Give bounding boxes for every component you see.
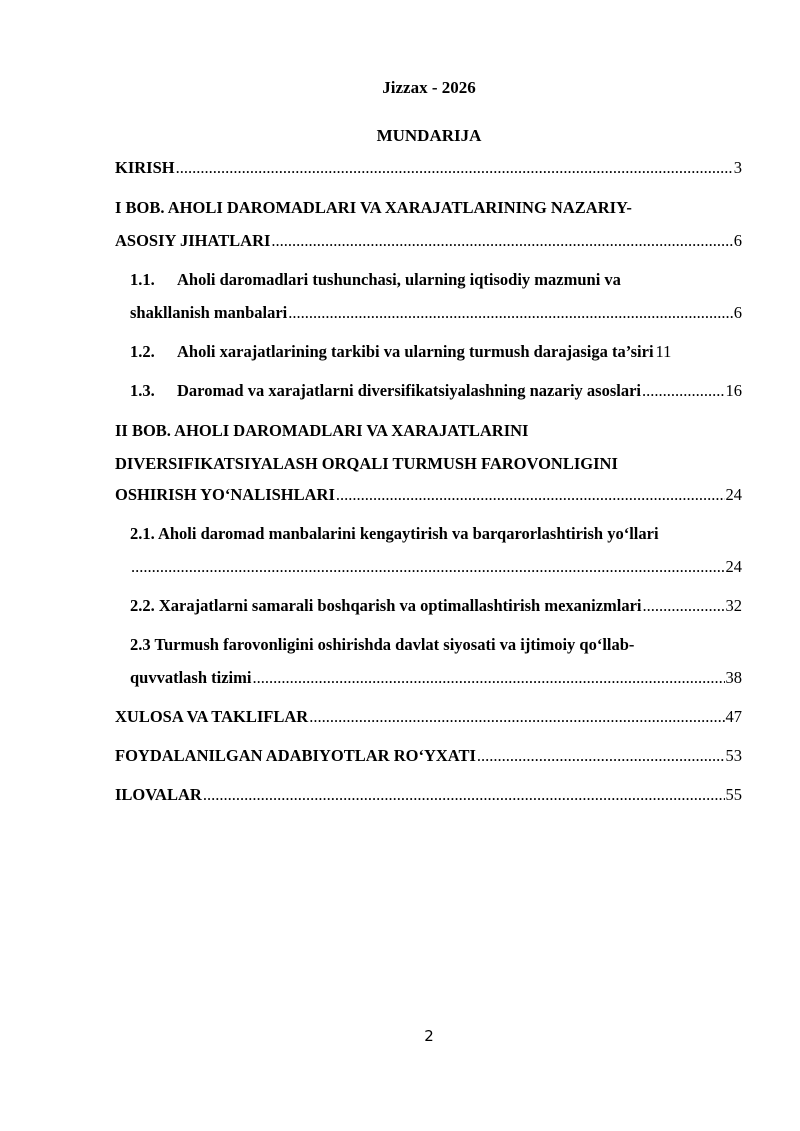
toc-entry-label: XULOSA VA TAKLIFLAR bbox=[115, 707, 309, 726]
toc-entry-conclusion[interactable] bbox=[115, 706, 742, 728]
section-number: 1.1. bbox=[130, 270, 155, 289]
toc-entry-label: 2.2. Xarajatlarni samarali boshqarish va optimallashtirish mexanizmlari bbox=[130, 596, 642, 615]
city-year: Jizzax - 2026 bbox=[382, 78, 476, 97]
toc-entry-2-3-line1: 2.3 Turmush farovonligini oshirishda davlat siyosati va ijtimoiy qo‘llab- bbox=[130, 635, 635, 654]
toc-entry-label: shakllanish manbalari bbox=[130, 303, 288, 322]
toc-entry-chapter2-line2: DIVERSIFIKATSIYALASH ORQALI TURMUSH FAROVONLIGINI bbox=[115, 454, 618, 473]
toc-entry-references[interactable] bbox=[115, 745, 742, 767]
toc-entry-label: quvvatlash tizimi bbox=[130, 668, 252, 687]
toc-entry-page: 53 bbox=[725, 746, 742, 765]
toc-entry-2-3[interactable] bbox=[130, 667, 742, 689]
toc-entry-1-3[interactable] bbox=[130, 380, 742, 402]
toc-entry-page: 38 bbox=[725, 668, 742, 687]
toc-entry-chapter1[interactable] bbox=[115, 230, 742, 252]
toc-entry-label: ASOSIY JIHATLARI bbox=[115, 231, 271, 250]
toc-entry-2-1[interactable] bbox=[130, 556, 742, 578]
section-number: 1.3. bbox=[130, 381, 155, 400]
toc-entry-page: 47 bbox=[725, 707, 742, 726]
toc-entry-page: 55 bbox=[725, 785, 742, 804]
toc-entry-label: OSHIRISH YO‘NALISHLARI bbox=[115, 485, 335, 504]
dot-leader bbox=[288, 302, 732, 324]
toc-entry-chapter1-line1: I BOB. AHOLI DAROMADLARI VA XARAJATLARINING NAZARIY- bbox=[115, 198, 632, 217]
toc-entry-chapter2[interactable] bbox=[115, 484, 742, 506]
toc-entry-label: ILOVALAR bbox=[115, 785, 202, 804]
dot-leader bbox=[477, 745, 725, 767]
toc-entry-1-2[interactable] bbox=[130, 341, 742, 363]
dot-leader bbox=[271, 230, 732, 252]
toc-entry-page: 16 bbox=[725, 381, 742, 400]
toc-title: MUNDARIJA bbox=[376, 126, 482, 145]
toc-entry-introduction[interactable] bbox=[115, 157, 742, 179]
toc-entry-appendices[interactable] bbox=[115, 784, 742, 806]
toc-entry-page: 6 bbox=[733, 231, 742, 250]
dot-leader bbox=[336, 484, 725, 506]
toc-entry-chapter2-line1: II BOB. AHOLI DAROMADLARI VA XARAJATLARINI bbox=[115, 421, 529, 440]
page-number: 2 bbox=[424, 1027, 434, 1045]
toc-entry-label: FOYDALANILGAN ADABIYOTLAR RO‘YXATI bbox=[115, 746, 476, 765]
toc-entry-page: 11 bbox=[655, 342, 672, 361]
toc-entry-1-1[interactable] bbox=[130, 302, 742, 324]
toc-entry-page: 24 bbox=[725, 557, 742, 576]
dot-leader bbox=[643, 595, 725, 617]
toc-entry-1-1-line1 bbox=[130, 269, 621, 291]
dot-leader bbox=[309, 706, 724, 728]
section-number: 1.2. bbox=[130, 342, 155, 361]
dot-leader bbox=[131, 556, 725, 578]
toc-entry-2-2[interactable] bbox=[130, 595, 742, 617]
toc-entry-page: 32 bbox=[725, 596, 742, 615]
dot-leader bbox=[252, 667, 724, 689]
toc-entry-label: Daromad va xarajatlarni diversifikatsiyalashning nazariy asoslari bbox=[177, 381, 641, 400]
toc-entry-label: Aholi xarajatlarining tarkibi va ularning turmush darajasiga ta’siri bbox=[177, 342, 654, 361]
dot-leader bbox=[642, 380, 725, 402]
toc-entry-page: 6 bbox=[733, 303, 742, 322]
dot-leader bbox=[203, 784, 725, 806]
toc-entry-2-1-line1: 2.1. Aholi daromad manbalarini kengaytirish va barqarorlashtirish yo‘llari bbox=[130, 524, 659, 543]
toc-entry-page: 24 bbox=[725, 485, 742, 504]
section-title-line1: Aholi daromadlari tushunchasi, ularning iqtisodiy mazmuni va bbox=[177, 270, 621, 289]
toc-entry-label: KIRISH bbox=[115, 158, 175, 177]
toc-entry-page: 3 bbox=[733, 158, 742, 177]
dot-leader bbox=[176, 157, 733, 179]
